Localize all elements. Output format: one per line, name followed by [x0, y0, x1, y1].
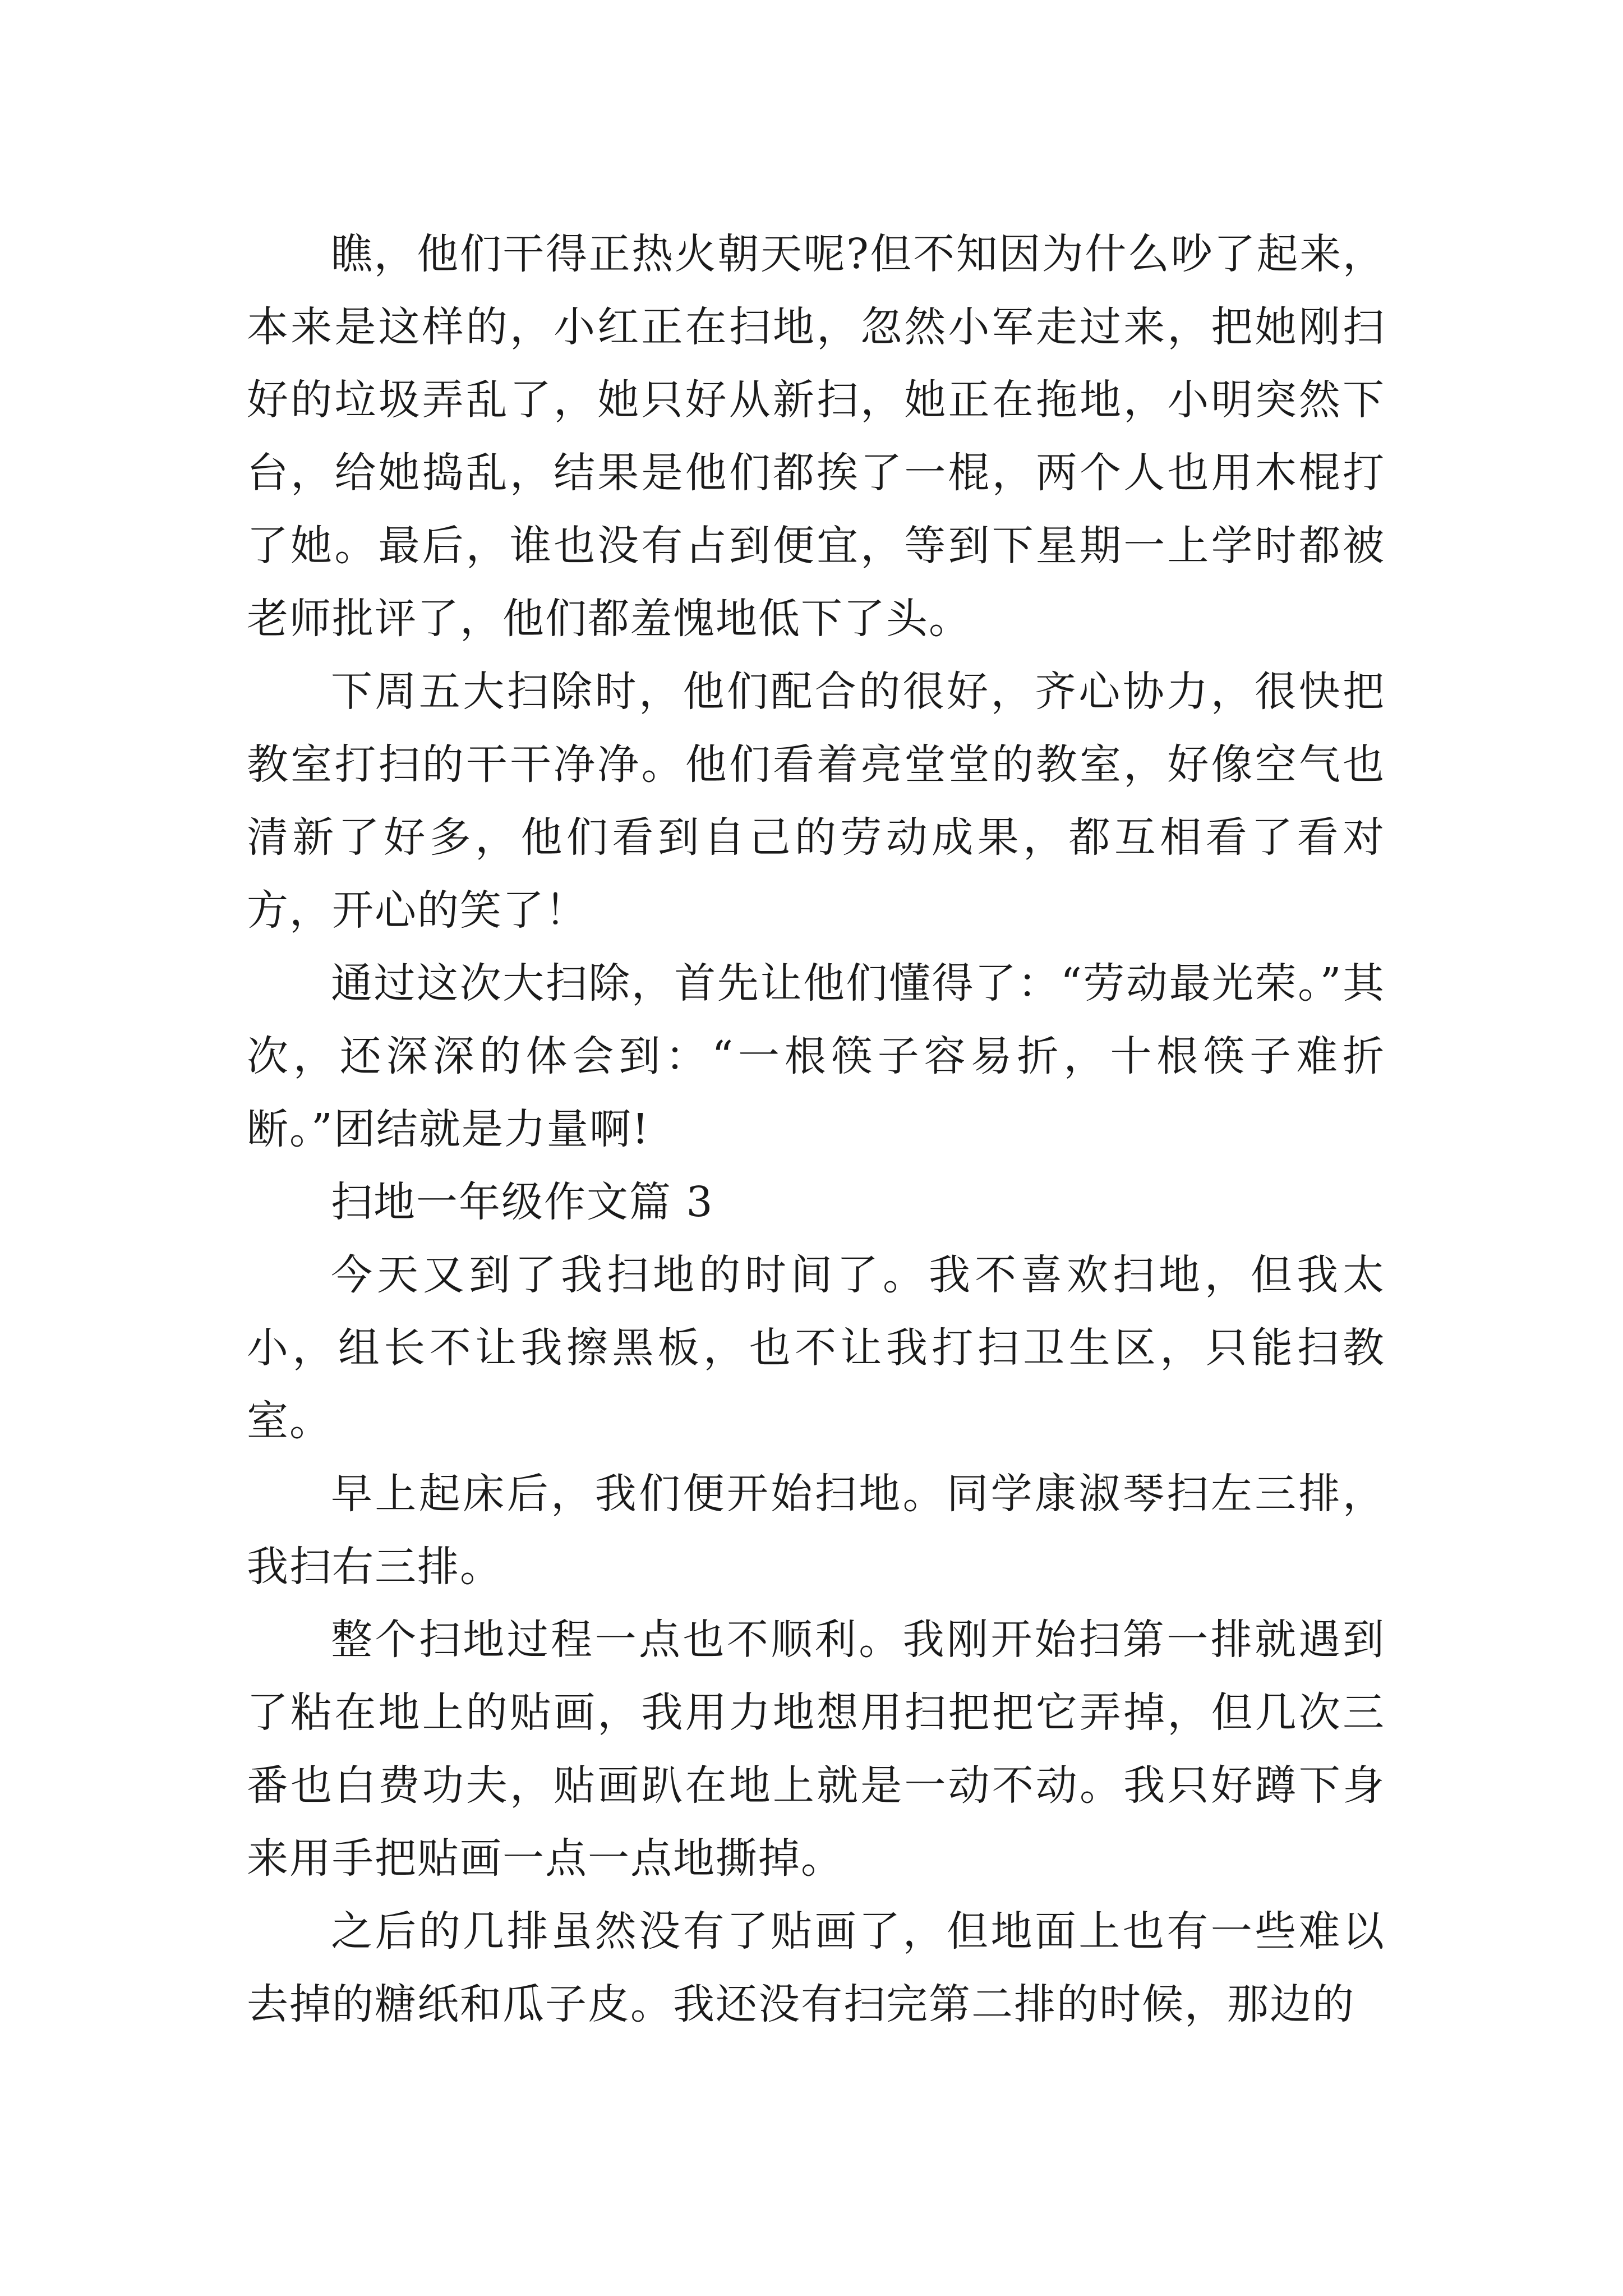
paragraph-6: 整个扫地过程一点也不顺利。我刚开始扫第一排就遇到了粘在地上的贴画，我用力地想用扫把把它弄掉，但几次三番也白费功夫，贴画趴在地上就是一动不动。我只好蹲下身来用手把贴画一点一点地撕掉。 — [247, 1616, 1385, 1883]
paragraph-1: 瞧，他们干得正热火朝天呢?但不知因为什么吵了起来，本来是这样的，小红正在扫地，忽然小军走过来，把她刚扫好的垃圾弄乱了，她只好从新扫，她正在拖地，小明突然下台，给她捣乱，结果是他们都挨了一棍，两个人也用木棍打了她。最后，谁也没有占到便宜，等到下星期一上学时都被老师批评了，他们都羞愧地低下了头。 — [247, 230, 1385, 643]
paragraph-2: 下周五大扫除时，他们配合的很好，齐心协力，很快把教室打扫的干干净净。他们看着亮堂堂的教室，好像空气也清新了好多，他们看到自己的劳动成果，都互相看了看对方，开心的笑了！ — [247, 668, 1385, 935]
paragraph-4: 今天又到了我扫地的时间了。我不喜欢扫地，但我太小，组长不让我擦黑板，也不让我打扫卫生区，只能扫教室。 — [247, 1251, 1385, 1445]
paragraph-5: 早上起床后，我们便开始扫地。同学康淑琴扫左三排，我扫右三排。 — [247, 1470, 1385, 1591]
document-body — [247, 218, 1385, 2041]
paragraph-7: 之后的几排虽然没有了贴画了，但地面上也有一些难以去掉的糖纸和瓜子皮。我还没有扫完第二排的时候，那边的 — [247, 1907, 1385, 2028]
paragraph-3: 通过这次大扫除，首先让他们懂得了：“劳动最光荣。”其次，还深深的体会到：“一根筷子容易折，十根筷子难折断。”团结就是力量啊! — [247, 959, 1385, 1153]
section-heading: 扫地一年级作文篇 3 — [331, 1178, 714, 1226]
